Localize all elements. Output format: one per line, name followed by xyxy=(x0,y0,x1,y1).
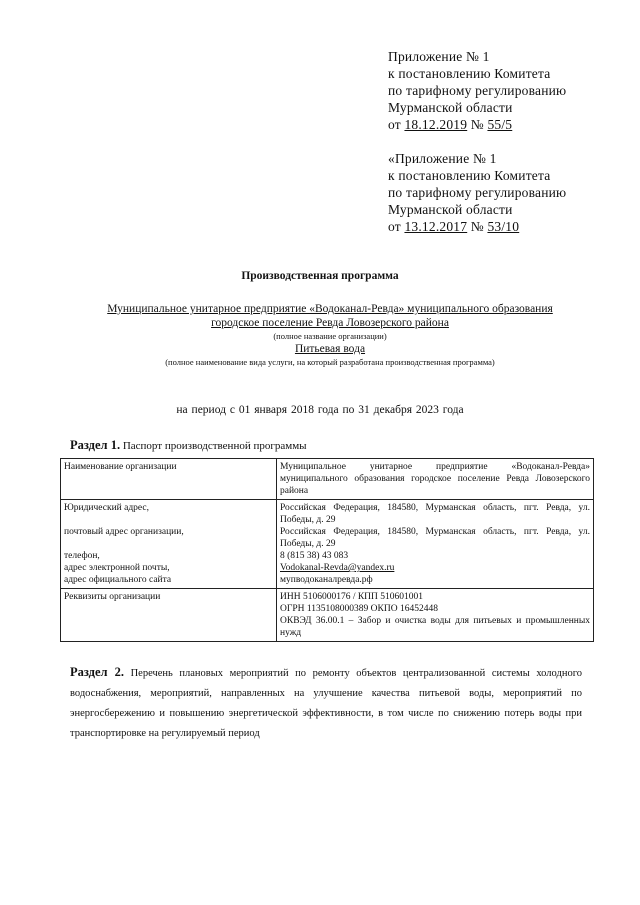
legal-address-value: Российская Федерация, 184580, Мурманская область, пгт. Ревда, ул. Победы, д. 29 xyxy=(280,503,590,525)
organization-name-caption: (полное название организации) xyxy=(273,331,387,341)
table-cell-value: Муниципальное унитарное предприятие «Водоканал-Ревда» муниципального образования городское поселение Ревда Ловозерского района xyxy=(277,459,594,500)
document-title: Производственная программа xyxy=(241,270,399,282)
table-row xyxy=(61,459,594,500)
appendix-date-line xyxy=(388,218,628,235)
table-cell-value xyxy=(277,500,594,589)
table-cell-label: Наименование организации xyxy=(61,459,277,500)
appendix-header-previous xyxy=(388,150,628,235)
program-period: на период с 01 января 2018 года по 31 декабря 2023 года xyxy=(176,404,464,416)
resolution-date: 13.12.2017 xyxy=(404,219,468,234)
appendix-line: по тарифному регулированию xyxy=(388,185,567,200)
section-1-heading xyxy=(70,438,307,453)
resolution-number: 55/5 xyxy=(487,117,513,132)
organization-block xyxy=(40,302,620,368)
postal-address-label: почтовый адрес организации, xyxy=(64,527,184,537)
number-prefix: № xyxy=(467,117,488,132)
section-2-label: Раздел 2. xyxy=(70,665,125,679)
website-label: адрес официального сайта xyxy=(64,575,172,585)
section-1-label: Раздел 1. xyxy=(70,438,121,452)
appendix-line: к постановлению Комитета xyxy=(388,168,551,183)
passport-table xyxy=(60,458,594,642)
legal-address-label: Юридический адрес, xyxy=(64,503,149,513)
appendix-line: Мурманской области xyxy=(388,100,513,115)
appendix-line: Мурманской области xyxy=(388,202,513,217)
inn-value: ИНН 5106000176 / КПП 510601001 xyxy=(280,592,424,602)
email-link[interactable]: Vodokanal-Revda@yandex.ru xyxy=(280,563,395,573)
appendix-header-current xyxy=(388,48,628,133)
organization-name-line1: Муниципальное унитарное предприятие «Водоканал-Ревда» муниципального образования xyxy=(107,303,553,315)
section-2-text: Перечень плановых мероприятий по ремонту объектов централизованной системы холодного водоснабжения, мероприятий, направленных на улучшение качества питьевой воды, мероприятий по энергосбережению и повышению энергетической эффективности, в том числе по снижению потерь воды при транспортировке на регулируемый период xyxy=(70,668,582,739)
appendix-line: к постановлению Комитета xyxy=(388,66,551,81)
resolution-date: 18.12.2019 xyxy=(404,117,468,132)
section-2-paragraph xyxy=(70,662,582,744)
table-cell-label: Реквизиты организации xyxy=(61,589,277,642)
phone-value: 8 (815 38) 43 083 xyxy=(280,551,349,561)
okved-value: ОКВЭД 36.00.1 – Забор и очистка воды для питьевых и промышленных нужд xyxy=(280,616,590,638)
appendix-date-line xyxy=(388,116,628,133)
service-caption: (полное наименование вида услуги, на который разработана производственная программа) xyxy=(165,357,495,367)
table-cell-label xyxy=(61,500,277,589)
website-value: мупводоканалревда.рф xyxy=(280,575,373,585)
postal-address-value: Российская Федерация, 184580, Мурманская область, пгт. Ревда, ул. Победы, д. 29 xyxy=(280,527,590,549)
appendix-line: по тарифному регулированию xyxy=(388,83,567,98)
appendix-title: «Приложение № 1 xyxy=(388,151,497,166)
phone-label: телефон, xyxy=(64,551,100,561)
ogrn-value: ОГРН 1135108000389 ОКПО 16452448 xyxy=(280,604,438,614)
table-row xyxy=(61,589,594,642)
organization-name-line2: городское поселение Ревда Ловозерского района xyxy=(211,317,449,329)
table-cell-value xyxy=(277,589,594,642)
number-prefix: № xyxy=(467,219,488,234)
date-prefix: от xyxy=(388,117,405,132)
appendix-title: Приложение № 1 xyxy=(388,49,490,64)
resolution-number: 53/10 xyxy=(487,219,520,234)
service-name: Питьевая вода xyxy=(294,343,366,355)
table-row xyxy=(61,500,594,589)
date-prefix: от xyxy=(388,219,405,234)
section-1-title: Паспорт производственной программы xyxy=(120,440,307,452)
email-label: адрес электронной почты, xyxy=(64,563,170,573)
